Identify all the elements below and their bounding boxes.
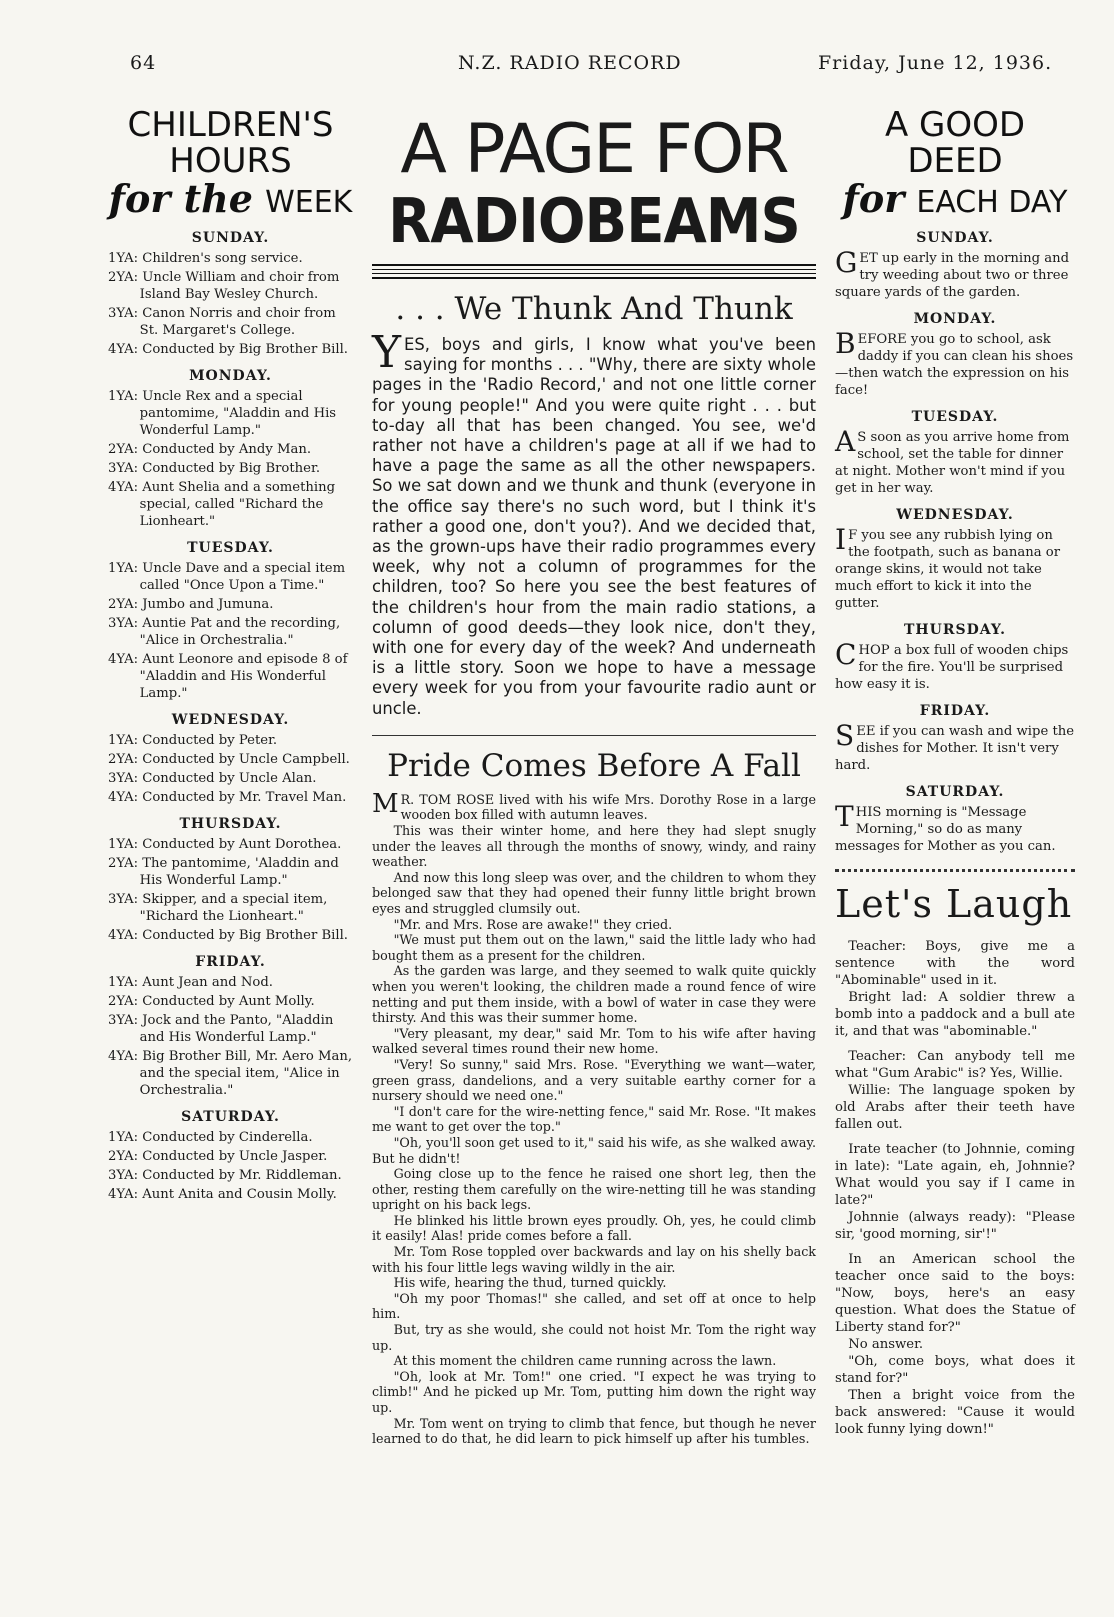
joke-line: Teacher: Can anybody tell me what "Gum Arabic" is? Yes, Willie.: [835, 1049, 1075, 1082]
programme-entry: 2YA: The pantomime, 'Aladdin and His Wonderful Lamp.": [108, 856, 339, 889]
story-paragraph: "Oh my poor Thomas!" she called, and set off at once to help him.: [372, 1290, 816, 1322]
deed-day-heading: SATURDAY.: [905, 784, 1005, 801]
deed-day-heading: MONDAY.: [913, 311, 997, 328]
deed-dropcap: T: [835, 800, 854, 834]
deed-text: [835, 800, 1075, 855]
day-heading: THURSDAY.: [179, 816, 282, 833]
programme-entry: 2YA: Uncle William and choir from Island Bay Wesley Church.: [108, 270, 340, 303]
joke-line: Teacher: Boys, give me a sentence with the word "Abominable" used in it.: [835, 939, 1075, 989]
page-number: 64: [130, 52, 157, 74]
programme-entry: 4YA: Aunt Anita and Cousin Molly.: [108, 1187, 337, 1203]
programme-entry: 3YA: Canon Norris and choir from St. Margaret's College.: [108, 306, 336, 339]
deed-text: [835, 638, 1075, 693]
programme-entry: 2YA: Conducted by Uncle Campbell.: [108, 752, 350, 768]
story-paragraph: "Mr. and Mrs. Rose are awake!" they cried.: [393, 916, 673, 932]
programme-entry: 2YA: Conducted by Uncle Jasper.: [108, 1149, 328, 1165]
deed-day-heading: SUNDAY.: [916, 230, 994, 247]
good-deed-column: [835, 105, 1075, 1446]
story-paragraph: And now this long sleep was over, and the children to whom they belonged saw that they had opened their funny little bright brown eyes and struggled clumsily out.: [372, 869, 816, 917]
story-paragraph: "Very pleasant, my dear," said Mr. Tom to his wife after having walked several times round their new home.: [372, 1025, 816, 1057]
programme-entry: 3YA: Skipper, and a special item, "Richard the Lionheart.": [108, 892, 328, 925]
radiobeams-logo: RADIOBEAMS: [388, 185, 800, 258]
laugh-heading: Let's Laugh: [835, 882, 1073, 927]
story-paragraph: Going close up to the fence he raised one short leg, then the other, resting them carefully on the wire-netting till he was standing upright on his back legs.: [372, 1166, 816, 1213]
joke-block: [835, 1141, 1075, 1243]
programme-entry: 1YA: Aunt Jean and Nod.: [108, 975, 273, 991]
joke-line: Then a bright voice from the back answered: "Cause it would look funny lying down!": [835, 1388, 1075, 1438]
deed-text: [835, 523, 1075, 612]
programme-entry: 1YA: Uncle Dave and a special item called "Once Upon a Time.": [108, 561, 346, 594]
deed-body: HIS morning is "Message Morning," so do as many messages for Mother as you can.: [835, 805, 1056, 855]
issue-date: Friday, June 12, 1936.: [818, 52, 1053, 74]
deed-text: [835, 719, 1075, 774]
programme-entry: 3YA: Auntie Pat and the recording, "Alice in Orchestralia.": [108, 616, 341, 649]
childrens-hours-title: CHILDREN'S HOURS for the WEEK: [108, 105, 353, 222]
story-paragraph: But, try as she would, she could not hoist Mr. Tom the right way up.: [372, 1322, 816, 1353]
deed-text: [835, 246, 1075, 301]
deed-dropcap: B: [835, 327, 856, 361]
programme-entry: 2YA: Conducted by Andy Man.: [108, 442, 312, 458]
deed-body: HOP a box full of wooden chips for the fire. You'll be surprised how easy it is.: [835, 643, 1069, 693]
day-heading: MONDAY.: [189, 368, 272, 385]
deed-body: ET up early in the morning and try weeding about two or three square yards of the garden.: [835, 251, 1070, 301]
joke-block: [835, 1251, 1075, 1438]
joke-line: No answer.: [848, 1337, 924, 1353]
joke-line: Bright lad: A soldier threw a bomb into a paddock and a bull ate it, and that was "abominable.": [835, 990, 1075, 1040]
deed-dropcap: I: [835, 523, 847, 557]
programme-entry: 4YA: Aunt Shelia and a something special, called "Richard the Lionheart.": [108, 480, 336, 530]
deed-dropcap: S: [835, 719, 855, 753]
joke-list: [835, 938, 1075, 1438]
programme-entry: 3YA: Conducted by Mr. Riddleman.: [108, 1168, 342, 1184]
deed-day-heading: FRIDAY.: [919, 703, 991, 720]
story-paragraph: His wife, hearing the thud, turned quickly.: [393, 1275, 667, 1291]
programme-entry: 3YA: Conducted by Uncle Alan.: [108, 771, 317, 787]
publication-name: N.Z. RADIO RECORD: [458, 52, 682, 74]
deed-body: EE if you can wash and wipe the dishes for Mother. It isn't very hard.: [835, 724, 1075, 774]
story-paragraph: "Very! So sunny," said Mrs. Rose. "Everything we want—water, green grass, dandelions, and a very suitable earthy corner for a nursery should we need one.": [372, 1056, 816, 1104]
title-rules: [372, 264, 816, 279]
deed-dropcap: C: [835, 638, 857, 672]
story-paragraph: This was their winter home, and here they had slept snugly under the leaves all through the months of snowy, windy, and rainy weather.: [372, 823, 816, 870]
story-paragraph: "I don't care for the wire-netting fence," said Mr. Rose. "It makes me want to get over the top.": [372, 1103, 816, 1135]
story-paragraph: "We must put them out on the lawn," said the little lady who had bought them as a present for the children.: [372, 932, 816, 963]
joke-line: Irate teacher (to Johnnie, coming in late): "Late again, eh, Johnnie? What would you say if I came in late?": [835, 1142, 1075, 1209]
intro-text: YES, boys and girls, I know what you've been saying for months . . . "Why, there are sixty whole pages in the 'Radio Record,' and not one little corner for young people!" And you were quite right . . . but to-day all that has been changed. You see, we'd rather not have a children's page at all if we had to have a page the same as all the other newspapers. So we sat down and we thunk and thunk (everyone in the office say there's no such word, but I think it's rather a good one, don't you?). And we decided that, as the grown-ups have their radio programmes every week, why not a column of programmes for the children, too? So here you see the best features of the children's hour from the main radio stations, a column of good deeds—they look nice, don't they, with one for every day of the week? And underneath is a little story. Soon we hope to have a message every week for you from your favourite radio aunt or uncle.: [372, 327, 816, 718]
deed-text: [835, 327, 1075, 399]
programme-entry: 3YA: Jock and the Panto, "Aladdin and His Wonderful Lamp.": [108, 1013, 334, 1046]
day-heading: SATURDAY.: [181, 1109, 280, 1126]
story-heading: Pride Comes Before A Fall: [387, 747, 801, 784]
joke-line: Johnnie (always ready): "Please sir, 'good morning, sir'!": [835, 1210, 1075, 1243]
story-paragraph: "Oh, you'll soon get used to it," said his wife, as she walked away. But he didn't!: [372, 1134, 816, 1166]
programme-entry: 1YA: Uncle Rex and a special pantomime, "Aladdin and His Wonderful Lamp.": [108, 389, 337, 439]
deed-day-heading: WEDNESDAY.: [896, 507, 1014, 524]
deed-body: S soon as you arrive home from school, set the table for dinner at night. Mother won't mind if you get in her way.: [835, 430, 1070, 497]
story-paragraph: Mr. Tom went on trying to climb that fence, but though he never learned to do that, he did learn to pick himself up after his tumbles.: [372, 1415, 816, 1447]
joke-block: [835, 1048, 1075, 1133]
deed-list: [835, 230, 1075, 855]
deed-day-heading: TUESDAY.: [911, 409, 999, 426]
programme-entry: 1YA: Conducted by Aunt Dorothea.: [108, 837, 342, 853]
story-body: [372, 788, 816, 1447]
day-heading: SUNDAY.: [191, 230, 270, 247]
section-divider: [372, 735, 816, 736]
story-first-paragraph: M R. TOM ROSE lived with his wife Mrs. Dorothy Rose in a large wooden box filled with autumn leaves.: [372, 788, 816, 823]
day-heading: FRIDAY.: [195, 954, 266, 971]
deed-dropcap: A: [835, 425, 856, 459]
dotted-divider: [835, 869, 1075, 872]
joke-block: [835, 938, 1075, 1040]
day-heading: WEDNESDAY.: [171, 712, 290, 729]
programme-entry: 1YA: Conducted by Cinderella.: [108, 1130, 313, 1146]
story-paragraph: He blinked his little brown eyes proudly. Oh, yes, he could climb it easily! Alas! pride comes before a fall.: [372, 1212, 816, 1244]
deed-body: F you see any rubbish lying on the footpath, such as banana or orange skins, it would not take much effort to kick it into the gutter.: [835, 528, 1060, 612]
story-paragraph: At this moment the children came running across the lawn.: [393, 1353, 777, 1369]
day-heading: TUESDAY.: [187, 540, 274, 557]
story-paragraph: Mr. Tom Rose toppled over backwards and lay on his shelly back with his four little legs waving wildly in the air.: [372, 1244, 816, 1275]
page-title: A PAGE FOR: [400, 110, 788, 189]
programme-entry: 2YA: Conducted by Aunt Molly.: [108, 994, 315, 1010]
deed-body: EFORE you go to school, ask daddy if you can clean his shoes—then watch the expression on his face!: [835, 332, 1074, 399]
joke-line: "Oh, come boys, what does it stand for?": [835, 1354, 1075, 1387]
deed-text: [835, 425, 1075, 497]
programme-entry: 3YA: Conducted by Big Brother.: [108, 461, 321, 477]
programme-entry: 2YA: Jumbo and Jumuna.: [108, 597, 274, 613]
programme-entry: 4YA: Conducted by Mr. Travel Man.: [108, 790, 347, 806]
programme-list: [108, 230, 353, 1203]
programme-entry: 1YA: Children's song service.: [108, 251, 303, 267]
good-deed-title: A GOOD DEED for EACH DAY: [842, 105, 1068, 222]
deed-dropcap: G: [835, 246, 858, 280]
story-paragraph: "Oh, look at Mr. Tom!" one cried. "I expect he was trying to climb!" And he picked up Mr. Tom, putting him down the right way up.: [372, 1368, 816, 1416]
main-column: [372, 108, 816, 1447]
joke-line: Willie: The language spoken by old Arabs after their teeth have fallen out.: [835, 1083, 1075, 1133]
programme-entry: 4YA: Conducted by Big Brother Bill.: [108, 928, 349, 944]
page-header: [0, 52, 1114, 82]
childrens-hours-column: [108, 105, 353, 1205]
programme-entry: 1YA: Conducted by Peter.: [108, 733, 278, 749]
joke-line: In an American school the teacher once said to the boys: "Now, boys, here's an easy question. What does the Statue of Liberty stand for?": [835, 1252, 1075, 1336]
programme-entry: 4YA: Big Brother Bill, Mr. Aero Man, and the special item, "Alice in Orchestralia.": [108, 1049, 353, 1099]
programme-entry: 4YA: Conducted by Big Brother Bill.: [108, 342, 349, 358]
story-paragraph: As the garden was large, and they seemed to walk quite quickly when you weren't looking, the children made a round fence of wire netting and put them inside, with a bowl of water in case they were thirsty. And this was their summer home.: [372, 963, 816, 1026]
intro-heading: . . . We Thunk And Thunk: [395, 291, 793, 327]
deed-day-heading: THURSDAY.: [904, 622, 1006, 639]
programme-entry: 4YA: Aunt Leonore and episode 8 of "Aladdin and His Wonderful Lamp.": [108, 652, 348, 702]
